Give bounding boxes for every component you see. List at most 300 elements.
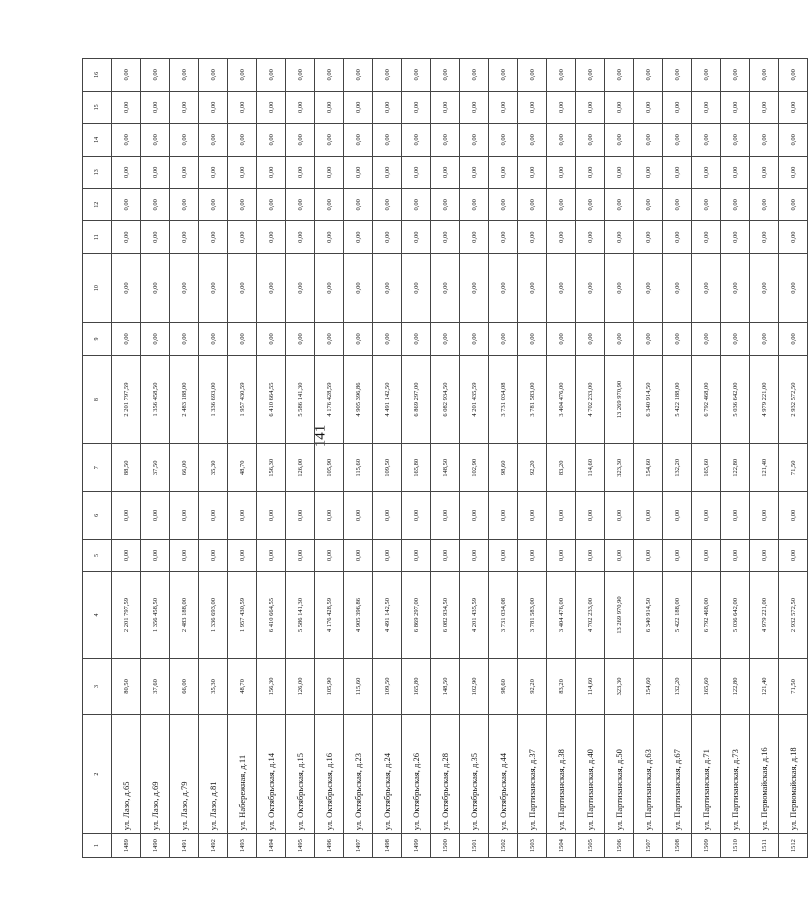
table-row — [750, 59, 779, 858]
value-cell: 3 404 476,00 — [547, 355, 576, 444]
value-cell: 2 201 797,59 — [112, 572, 141, 659]
value-cell: 122,80 — [721, 444, 750, 492]
value-cell: 0,00 — [286, 539, 315, 571]
value-cell: 156,30 — [257, 658, 286, 714]
row-number-cell: 1507 — [634, 834, 663, 858]
value-cell: 0,00 — [170, 91, 199, 123]
value-cell: 5 422 188,00 — [663, 355, 692, 444]
row-number-cell: 1503 — [518, 834, 547, 858]
value-cell: 0,00 — [779, 156, 808, 188]
address-cell: ул. Партизанская, д.63 — [634, 715, 663, 834]
value-cell: 0,00 — [228, 91, 257, 123]
value-cell: 132,20 — [663, 444, 692, 492]
value-cell: 0,00 — [721, 492, 750, 540]
value-cell: 4 905 396,86 — [344, 572, 373, 659]
value-cell: 0,00 — [721, 59, 750, 92]
column-header: 13 — [83, 156, 112, 188]
value-cell: 2 201 797,59 — [112, 355, 141, 444]
value-cell: 154,60 — [634, 444, 663, 492]
value-cell: 0,00 — [402, 492, 431, 540]
value-cell: 0,00 — [576, 156, 605, 188]
column-header: 15 — [83, 91, 112, 123]
value-cell: 0,00 — [315, 253, 344, 322]
value-cell: 0,00 — [344, 91, 373, 123]
value-cell: 0,00 — [634, 189, 663, 221]
table-row — [141, 59, 170, 858]
value-cell: 0,00 — [402, 253, 431, 322]
value-cell: 0,00 — [315, 189, 344, 221]
value-cell: 0,00 — [692, 189, 721, 221]
value-cell: 2 932 572,50 — [779, 572, 808, 659]
value-cell: 0,00 — [634, 221, 663, 253]
table-row — [257, 59, 286, 858]
value-cell: 0,00 — [402, 91, 431, 123]
value-cell: 0,00 — [431, 59, 460, 92]
row-number-cell: 1499 — [402, 834, 431, 858]
value-cell: 4 201 435,59 — [460, 355, 489, 444]
value-cell: 0,00 — [199, 59, 228, 92]
value-cell: 4 491 142,50 — [373, 355, 402, 444]
value-cell: 0,00 — [489, 91, 518, 123]
value-cell: 0,00 — [257, 124, 286, 156]
value-cell: 126,00 — [286, 658, 315, 714]
value-cell: 0,00 — [779, 221, 808, 253]
value-cell: 0,00 — [257, 59, 286, 92]
value-cell: 0,00 — [750, 539, 779, 571]
table-row — [199, 59, 228, 858]
value-cell: 0,00 — [315, 492, 344, 540]
value-cell: 0,00 — [373, 539, 402, 571]
value-cell: 0,00 — [576, 539, 605, 571]
address-cell: ул. Лазо, д.69 — [141, 715, 170, 834]
value-cell: 115,60 — [344, 444, 373, 492]
value-cell: 71,50 — [779, 444, 808, 492]
value-cell: 6 082 934,50 — [431, 572, 460, 659]
value-cell: 0,00 — [750, 189, 779, 221]
table-row — [518, 59, 547, 858]
value-cell: 0,00 — [315, 124, 344, 156]
value-cell: 0,00 — [547, 156, 576, 188]
value-cell: 0,00 — [518, 124, 547, 156]
value-cell: 0,00 — [605, 124, 634, 156]
value-cell: 0,00 — [460, 189, 489, 221]
value-cell: 0,00 — [634, 492, 663, 540]
value-cell: 98,60 — [489, 658, 518, 714]
value-cell: 0,00 — [402, 124, 431, 156]
value-cell: 0,00 — [170, 189, 199, 221]
value-cell: 6 340 914,50 — [634, 572, 663, 659]
value-cell: 0,00 — [170, 253, 199, 322]
value-cell: 0,00 — [779, 253, 808, 322]
value-cell: 0,00 — [576, 91, 605, 123]
value-cell: 0,00 — [489, 189, 518, 221]
value-cell: 0,00 — [489, 253, 518, 322]
value-cell: 66,00 — [170, 444, 199, 492]
value-cell: 1 957 430,59 — [228, 355, 257, 444]
address-cell: ул. Лазо, д.81 — [199, 715, 228, 834]
value-cell: 121,40 — [750, 658, 779, 714]
value-cell: 0,00 — [576, 221, 605, 253]
value-cell: 0,00 — [750, 221, 779, 253]
value-cell: 3 781 583,00 — [518, 572, 547, 659]
value-cell: 37,60 — [141, 658, 170, 714]
row-number-cell: 1504 — [547, 834, 576, 858]
value-cell: 0,00 — [779, 492, 808, 540]
value-cell: 102,90 — [460, 444, 489, 492]
value-cell: 0,00 — [518, 91, 547, 123]
value-cell: 0,00 — [605, 323, 634, 355]
table-row — [228, 59, 257, 858]
value-cell: 0,00 — [431, 539, 460, 571]
address-cell: ул. Набережная, д.11 — [228, 715, 257, 834]
value-cell: 98,60 — [489, 444, 518, 492]
row-number-cell: 1505 — [576, 834, 605, 858]
row-number-cell: 1501 — [460, 834, 489, 858]
value-cell: 0,00 — [460, 124, 489, 156]
value-cell: 154,60 — [634, 658, 663, 714]
value-cell: 0,00 — [605, 91, 634, 123]
value-cell: 0,00 — [750, 323, 779, 355]
value-cell: 2 483 188,00 — [170, 572, 199, 659]
column-header: 2 — [83, 715, 112, 834]
column-header: 11 — [83, 221, 112, 253]
value-cell: 0,00 — [112, 539, 141, 571]
value-cell: 0,00 — [576, 189, 605, 221]
value-cell: 0,00 — [460, 59, 489, 92]
table-row — [460, 59, 489, 858]
value-cell: 0,00 — [779, 189, 808, 221]
value-cell: 0,00 — [431, 221, 460, 253]
value-cell: 0,00 — [576, 253, 605, 322]
value-cell: 6 410 664,55 — [257, 355, 286, 444]
table-row — [576, 59, 605, 858]
value-cell: 0,00 — [460, 492, 489, 540]
value-cell: 35,30 — [199, 658, 228, 714]
row-number-cell: 1511 — [750, 834, 779, 858]
value-cell: 0,00 — [634, 323, 663, 355]
value-cell: 0,00 — [779, 59, 808, 92]
value-cell: 48,70 — [228, 658, 257, 714]
value-cell: 0,00 — [576, 124, 605, 156]
value-cell: 0,00 — [663, 59, 692, 92]
address-cell: ул. Партизанская, д.40 — [576, 715, 605, 834]
value-cell: 0,00 — [373, 59, 402, 92]
value-cell: 0,00 — [373, 323, 402, 355]
value-cell: 0,00 — [373, 189, 402, 221]
value-cell: 4 979 221,00 — [750, 572, 779, 659]
value-cell: 0,00 — [257, 221, 286, 253]
table-row — [634, 59, 663, 858]
value-cell: 1 336 693,00 — [199, 355, 228, 444]
table-row — [721, 59, 750, 858]
value-cell: 0,00 — [141, 221, 170, 253]
value-cell: 0,00 — [286, 91, 315, 123]
value-cell: 0,00 — [112, 492, 141, 540]
table-row — [692, 59, 721, 858]
value-cell: 0,00 — [199, 323, 228, 355]
value-cell: 0,00 — [663, 539, 692, 571]
value-cell: 0,00 — [286, 492, 315, 540]
data-table — [82, 58, 808, 858]
value-cell: 0,00 — [692, 323, 721, 355]
header-row — [83, 59, 112, 858]
value-cell: 0,00 — [460, 539, 489, 571]
address-cell: ул. Партизанская, д.67 — [663, 715, 692, 834]
value-cell: 37,50 — [141, 444, 170, 492]
value-cell: 4 702 233,00 — [576, 355, 605, 444]
address-cell: ул. Партизанская, д.71 — [692, 715, 721, 834]
value-cell: 105,90 — [315, 444, 344, 492]
value-cell: 0,00 — [692, 492, 721, 540]
value-cell: 0,00 — [344, 189, 373, 221]
value-cell: 0,00 — [547, 221, 576, 253]
value-cell: 0,00 — [257, 253, 286, 322]
value-cell: 0,00 — [199, 539, 228, 571]
value-cell: 0,00 — [489, 124, 518, 156]
rotated-table-wrapper — [82, 58, 808, 858]
value-cell: 13 269 970,90 — [605, 355, 634, 444]
value-cell: 0,00 — [721, 91, 750, 123]
value-cell: 323,30 — [605, 658, 634, 714]
value-cell: 148,50 — [431, 658, 460, 714]
value-cell: 0,00 — [460, 91, 489, 123]
value-cell: 0,00 — [344, 156, 373, 188]
value-cell: 132,20 — [663, 658, 692, 714]
value-cell: 0,00 — [750, 156, 779, 188]
value-cell: 0,00 — [779, 323, 808, 355]
table-row — [112, 59, 141, 858]
address-cell: ул. Октябрьская, д.24 — [373, 715, 402, 834]
value-cell: 48,70 — [228, 444, 257, 492]
value-cell: 0,00 — [489, 59, 518, 92]
value-cell: 5 036 642,00 — [721, 572, 750, 659]
value-cell: 0,00 — [170, 124, 199, 156]
value-cell: 0,00 — [692, 253, 721, 322]
value-cell: 0,00 — [460, 156, 489, 188]
column-header: 12 — [83, 189, 112, 221]
value-cell: 0,00 — [779, 539, 808, 571]
value-cell: 0,00 — [634, 124, 663, 156]
value-cell: 0,00 — [344, 323, 373, 355]
value-cell: 0,00 — [518, 253, 547, 322]
value-cell: 0,00 — [141, 59, 170, 92]
value-cell: 0,00 — [199, 253, 228, 322]
table-row — [547, 59, 576, 858]
value-cell: 0,00 — [141, 323, 170, 355]
value-cell: 121,40 — [750, 444, 779, 492]
row-number-cell: 1495 — [286, 834, 315, 858]
value-cell: 0,00 — [518, 59, 547, 92]
value-cell: 0,00 — [402, 189, 431, 221]
value-cell: 0,00 — [112, 156, 141, 188]
value-cell: 0,00 — [547, 189, 576, 221]
row-number-cell: 1491 — [170, 834, 199, 858]
value-cell: 4 979 221,00 — [750, 355, 779, 444]
table-row — [402, 59, 431, 858]
table-row — [489, 59, 518, 858]
value-cell: 5 586 141,30 — [286, 355, 315, 444]
value-cell: 4 491 142,50 — [373, 572, 402, 659]
value-cell: 0,00 — [431, 253, 460, 322]
value-cell: 3 731 034,08 — [489, 572, 518, 659]
value-cell: 0,00 — [547, 59, 576, 92]
value-cell: 0,00 — [373, 124, 402, 156]
value-cell: 0,00 — [663, 492, 692, 540]
value-cell: 109,50 — [373, 658, 402, 714]
value-cell: 88,50 — [112, 444, 141, 492]
column-header: 7 — [83, 444, 112, 492]
value-cell: 0,00 — [199, 156, 228, 188]
value-cell: 4 176 428,59 — [315, 572, 344, 659]
value-cell: 122,80 — [721, 658, 750, 714]
value-cell: 0,00 — [257, 539, 286, 571]
value-cell: 0,00 — [199, 221, 228, 253]
value-cell: 323,30 — [605, 444, 634, 492]
value-cell: 0,00 — [344, 492, 373, 540]
value-cell: 0,00 — [141, 91, 170, 123]
value-cell: 0,00 — [605, 253, 634, 322]
value-cell: 0,00 — [721, 323, 750, 355]
value-cell: 0,00 — [315, 156, 344, 188]
value-cell: 6 792 468,00 — [692, 572, 721, 659]
value-cell: 0,00 — [750, 253, 779, 322]
value-cell: 0,00 — [199, 91, 228, 123]
value-cell: 0,00 — [344, 539, 373, 571]
value-cell: 0,00 — [547, 124, 576, 156]
value-cell: 0,00 — [605, 492, 634, 540]
value-cell: 6 792 468,00 — [692, 355, 721, 444]
table-row — [373, 59, 402, 858]
value-cell: 0,00 — [112, 323, 141, 355]
value-cell: 0,00 — [228, 323, 257, 355]
row-number-cell: 1493 — [228, 834, 257, 858]
value-cell: 0,00 — [344, 221, 373, 253]
value-cell: 0,00 — [286, 124, 315, 156]
value-cell: 114,60 — [576, 658, 605, 714]
value-cell: 0,00 — [344, 124, 373, 156]
value-cell: 1 336 693,00 — [199, 572, 228, 659]
value-cell: 13 269 970,90 — [605, 572, 634, 659]
value-cell: 0,00 — [779, 124, 808, 156]
value-cell: 0,00 — [257, 189, 286, 221]
value-cell: 0,00 — [692, 124, 721, 156]
value-cell: 0,00 — [431, 91, 460, 123]
value-cell: 0,00 — [750, 91, 779, 123]
row-number-cell: 1494 — [257, 834, 286, 858]
address-cell: ул. Октябрьская, д.44 — [489, 715, 518, 834]
value-cell: 0,00 — [547, 492, 576, 540]
table-header — [83, 59, 112, 858]
value-cell: 105,90 — [315, 658, 344, 714]
value-cell: 0,00 — [373, 221, 402, 253]
value-cell: 0,00 — [721, 221, 750, 253]
row-number-cell: 1506 — [605, 834, 634, 858]
value-cell: 0,00 — [286, 156, 315, 188]
value-cell: 92,20 — [518, 444, 547, 492]
row-number-cell: 1512 — [779, 834, 808, 858]
value-cell: 0,00 — [576, 59, 605, 92]
value-cell: 0,00 — [199, 124, 228, 156]
column-header: 6 — [83, 492, 112, 540]
value-cell: 92,20 — [518, 658, 547, 714]
value-cell: 0,00 — [112, 124, 141, 156]
value-cell: 2 483 188,00 — [170, 355, 199, 444]
value-cell: 0,00 — [634, 59, 663, 92]
value-cell: 0,00 — [460, 253, 489, 322]
value-cell: 0,00 — [228, 253, 257, 322]
address-cell: ул. Партизанская, д.50 — [605, 715, 634, 834]
address-cell: ул. Октябрьская, д.15 — [286, 715, 315, 834]
value-cell: 4 905 396,86 — [344, 355, 373, 444]
value-cell: 2 932 572,50 — [779, 355, 808, 444]
address-cell: ул. Октябрьская, д.28 — [431, 715, 460, 834]
table-row — [779, 59, 808, 858]
row-number-cell: 1509 — [692, 834, 721, 858]
value-cell: 0,00 — [489, 539, 518, 571]
value-cell: 0,00 — [634, 156, 663, 188]
value-cell: 0,00 — [721, 539, 750, 571]
value-cell: 0,00 — [634, 91, 663, 123]
value-cell: 0,00 — [692, 221, 721, 253]
address-cell: ул. Первомайская, д.18 — [779, 715, 808, 834]
value-cell: 0,00 — [373, 492, 402, 540]
value-cell: 165,80 — [402, 658, 431, 714]
value-cell: 0,00 — [228, 492, 257, 540]
value-cell: 0,00 — [605, 221, 634, 253]
value-cell: 0,00 — [141, 124, 170, 156]
address-cell: ул. Первомайская, д.16 — [750, 715, 779, 834]
value-cell: 3 781 583,00 — [518, 355, 547, 444]
value-cell: 0,00 — [663, 323, 692, 355]
table-row — [315, 59, 344, 858]
row-number-cell: 1489 — [112, 834, 141, 858]
value-cell: 6 869 297,00 — [402, 355, 431, 444]
value-cell: 109,50 — [373, 444, 402, 492]
value-cell: 0,00 — [489, 323, 518, 355]
value-cell: 0,00 — [576, 492, 605, 540]
value-cell: 148,50 — [431, 444, 460, 492]
value-cell: 0,00 — [286, 323, 315, 355]
value-cell: 0,00 — [228, 59, 257, 92]
column-header: 5 — [83, 539, 112, 571]
value-cell: 0,00 — [547, 253, 576, 322]
row-number-cell: 1510 — [721, 834, 750, 858]
column-header: 9 — [83, 323, 112, 355]
value-cell: 0,00 — [576, 323, 605, 355]
value-cell: 0,00 — [199, 492, 228, 540]
value-cell: 0,00 — [112, 91, 141, 123]
value-cell: 102,90 — [460, 658, 489, 714]
table-row — [170, 59, 199, 858]
column-header: 16 — [83, 59, 112, 92]
value-cell: 0,00 — [373, 91, 402, 123]
address-cell: ул. Партизанская, д.37 — [518, 715, 547, 834]
address-cell: ул. Октябрьская, д.23 — [344, 715, 373, 834]
column-header: 3 — [83, 658, 112, 714]
value-cell: 0,00 — [344, 253, 373, 322]
value-cell: 0,00 — [489, 156, 518, 188]
value-cell: 0,00 — [170, 539, 199, 571]
value-cell: 0,00 — [547, 539, 576, 571]
value-cell: 0,00 — [663, 124, 692, 156]
value-cell: 4 201 435,59 — [460, 572, 489, 659]
value-cell: 0,00 — [663, 221, 692, 253]
value-cell: 0,00 — [315, 539, 344, 571]
value-cell: 0,00 — [663, 91, 692, 123]
value-cell: 0,00 — [141, 253, 170, 322]
value-cell: 0,00 — [199, 189, 228, 221]
value-cell: 0,00 — [402, 323, 431, 355]
